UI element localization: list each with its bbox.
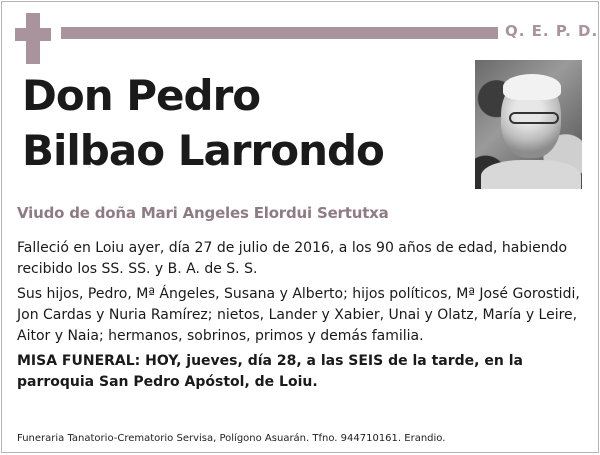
funeral-mass-paragraph: MISA FUNERAL: HOY, jueves, día 28, a las SEIS de la tarde, en la parroquia San Pedro Apóstol, de Loiu. bbox=[17, 353, 523, 390]
deceased-portrait-photo bbox=[475, 60, 582, 189]
funeral-home-footer: Funeraria Tanatorio-Crematorio Servisa, Polígono Asuarán. Tfno. 944710161. Erandio. bbox=[17, 433, 446, 444]
deceased-name bbox=[22, 68, 384, 178]
header-rule bbox=[61, 27, 498, 39]
notice-body bbox=[17, 238, 592, 397]
obituary-card bbox=[1, 1, 599, 453]
cross-icon bbox=[15, 13, 51, 64]
death-paragraph: Falleció en Loiu ayer, día 27 de julio de 2016, a los 90 años de edad, habiendo recibido los SS. SS. y B. A. de S. S. bbox=[17, 240, 568, 277]
deceased-name-line2: Bilbao Larrondo bbox=[22, 126, 384, 175]
widow-of-line: Viudo de doña Mari Angeles Elordui Sertutxa bbox=[17, 204, 389, 222]
deceased-name-line1: Don Pedro bbox=[22, 71, 261, 120]
qepd-label: Q. E. P. D. bbox=[505, 22, 599, 40]
family-paragraph: Sus hijos, Pedro, Mª Ángeles, Susana y Alberto; hijos políticos, Mª José Gorostidi, Jon Cardas y Nuria Ramírez; nietos, Lander y Xabier, Unai y Olatz, María y Leire, Aitor y Naia; hermanos, sobrinos, primos y demás familia. bbox=[17, 286, 580, 344]
